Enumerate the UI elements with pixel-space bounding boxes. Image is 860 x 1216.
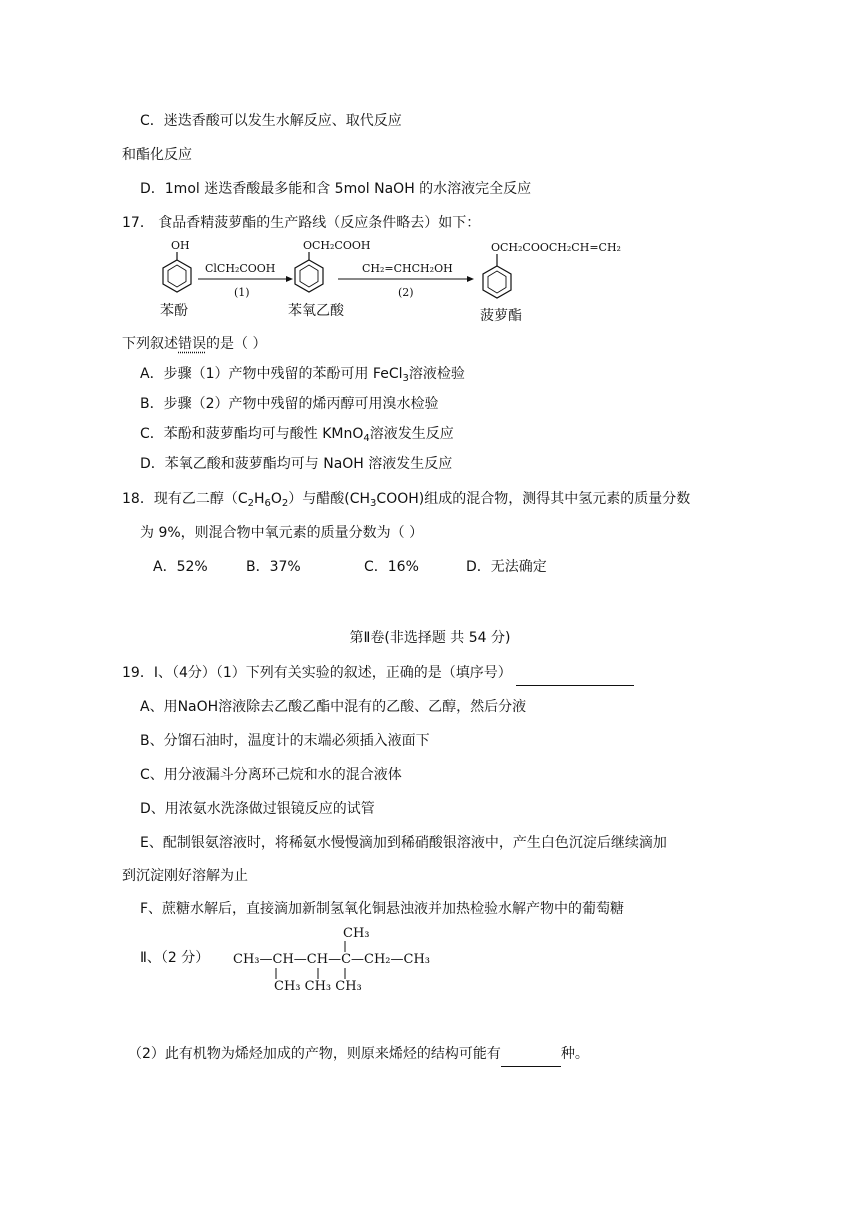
- answer-blank-1[interactable]: [516, 665, 634, 686]
- q19-option-b: B、分馏石油时，温度计的末端必须插入液面下: [140, 733, 430, 749]
- step2-arrow: [338, 262, 474, 299]
- step2-label: (2): [398, 286, 414, 299]
- q19-option-a: A、用NaOH溶液除去乙酸乙酯中混有的乙酸、乙醇，然后分液: [140, 699, 527, 715]
- branched-alkane-structure: [230, 920, 460, 996]
- step1-arrow: [198, 262, 293, 299]
- pineapple-ester-structure: [480, 241, 621, 324]
- reagent2: CH₂=CHCH₂OH: [362, 262, 453, 275]
- q19-option-d: D、用浓氨水洗涤做过银镜反应的试管: [140, 801, 375, 817]
- q16-option-d: D．1mol 迷迭香酸最多能和含 5mol NaOH 的水溶液完全反应: [140, 181, 532, 197]
- q19-stem: 19．Ⅰ、（4分）（1）下列有关实验的叙述，正确的是（填序号）: [122, 663, 634, 686]
- q18-option-d: D．无法确定: [466, 559, 547, 575]
- emphasis-wrong: 错误: [178, 336, 206, 352]
- q18-option-a: A．52%: [153, 559, 208, 575]
- q19-option-c: C、用分液漏斗分离环己烷和水的混合液体: [140, 767, 402, 783]
- q19-option-f: F、蔗糖水解后，直接滴加新制氢氧化铜悬浊液并加热检验水解产物中的葡萄糖: [140, 901, 625, 917]
- q17-option-d: D．苯氧乙酸和菠萝酯均可与 NaOH 溶液发生反应: [140, 456, 453, 472]
- q19-question-2: （2）此有机物为烯烃加成的产物，则原来烯烃的结构可能有 种。: [128, 1044, 589, 1067]
- prod-substituent: OCH₂COOCH₂CH=CH₂: [491, 241, 621, 254]
- mid-name: 苯氧乙酸: [288, 303, 344, 319]
- q18-stem-line1: 18．现有乙二醇$(C_2H_6O_2)$与醋酸$(CH_3COOH)$组成的混合物，测得其中氢元素的质量分数: [122, 491, 691, 509]
- q17-option-c: C．苯酚和菠萝酯均可与酸性 KMnO$_4$溶液发生反应: [140, 426, 454, 444]
- q17-option-a: A．步骤（1）产物中残留的苯酚可用 FeCl$_3$溶液检验: [140, 366, 465, 384]
- phenol-substituent: OH: [171, 239, 190, 252]
- q19-option-e-line2: 到沉淀刚好溶解为止: [122, 868, 248, 884]
- phenol-name: 苯酚: [160, 303, 188, 319]
- section2-title: 第Ⅱ卷(非选择题 共 54 分): [349, 630, 511, 646]
- struct-main-chain: CH₃—CH—CH—C—CH₂—CH₃: [233, 952, 430, 967]
- prod-name: 菠萝酯: [480, 308, 522, 324]
- q18-option-c: C．16%: [364, 559, 419, 575]
- struct-bottom-methyls: CH₃ CH₃ CH₃: [274, 979, 362, 994]
- step1-label: (1): [234, 286, 250, 299]
- q19-part2-label: Ⅱ、（2 分）: [140, 950, 210, 966]
- q17-reaction-scheme: [140, 232, 660, 332]
- reagent1: ClCH₂COOH: [205, 262, 276, 275]
- q16-option-c-line2: 和酯化反应: [122, 147, 192, 163]
- mid-substituent: OCH₂COOH: [303, 239, 371, 252]
- q19-option-e-line1: E、配制银氨溶液时，将稀氨水慢慢滴加到稀硝酸银溶液中，产生白色沉淀后继续滴加: [140, 835, 667, 851]
- q17-option-b: B．步骤（2）产物中残留的烯丙醇可用溴水检验: [140, 396, 439, 412]
- q18-option-b: B．37%: [246, 559, 301, 575]
- q18-stem-line2: 为 9%，则混合物中氧元素的质量分数为（ ）: [140, 525, 424, 541]
- q17-stem: 17． 食品香精菠萝酯的生产路线（反应条件略去）如下：: [122, 215, 481, 231]
- q16-option-c-line1: C．迷迭香酸可以发生水解反应、取代反应: [140, 113, 402, 129]
- q17-prompt: 下列叙述错误的是（ ）: [122, 336, 267, 352]
- phenol-structure: [160, 239, 191, 319]
- struct-top-methyl: CH₃: [343, 926, 370, 941]
- answer-blank-2[interactable]: [501, 1046, 561, 1067]
